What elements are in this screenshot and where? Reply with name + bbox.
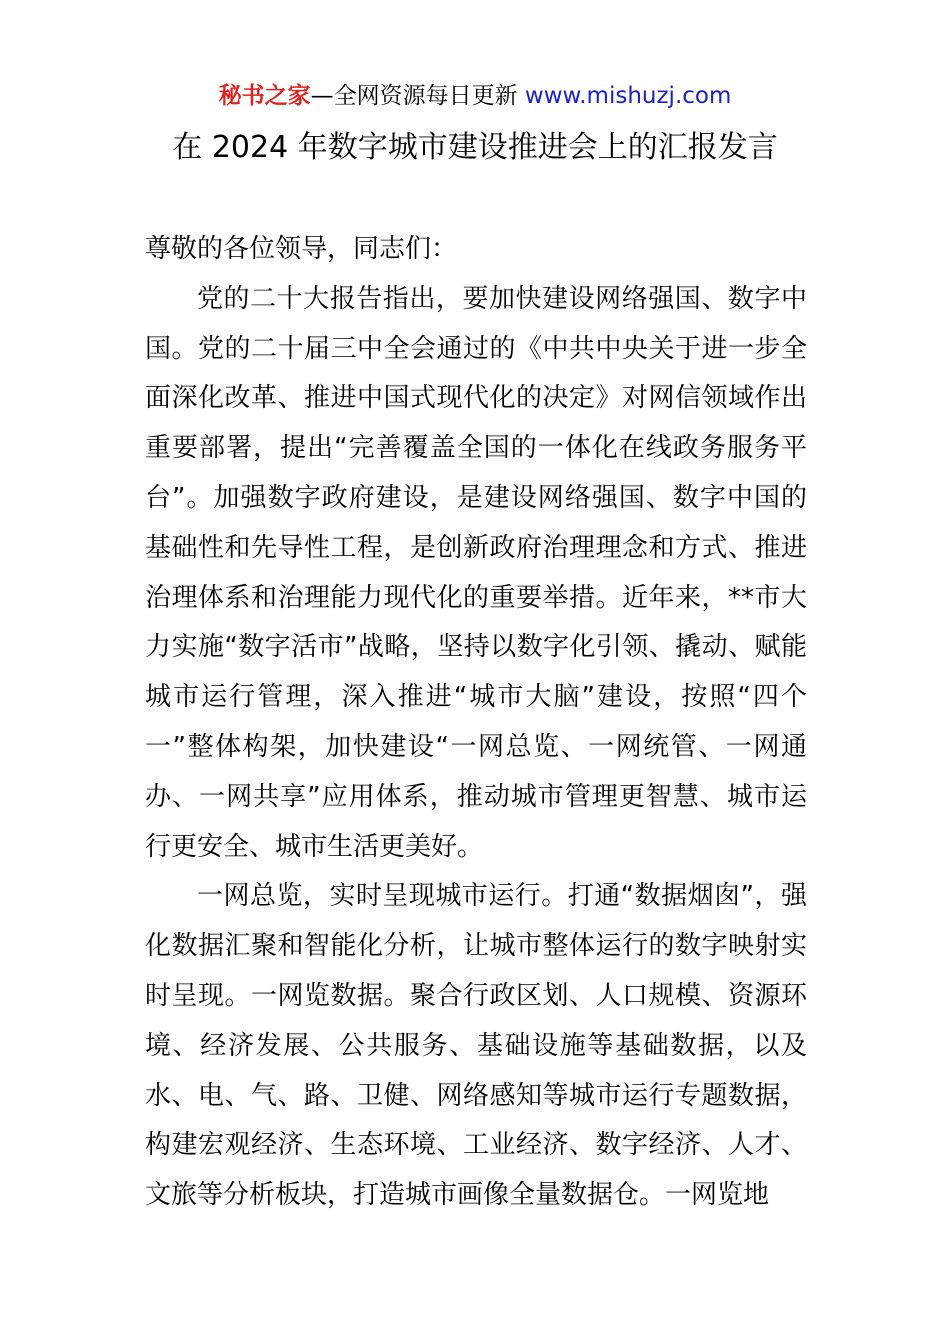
site-url-link[interactable]: www.mishuzj.com <box>524 83 732 109</box>
paragraph-2: 一网总览，实时呈现城市运行。打通“数据烟囱”，强化数据汇聚和智能化分析，让城市整体运行的数字映射实时呈现。一网览数据。聚合行政区划、人口规模、资源环境、经济发展、公共服务、基础设施等基础数据，以及水、电、气、路、卫健、网络感知等城市运行专题数据，构建宏观经济、生态环境、工业经济、数字经济、人才、文旅等分析板块，打造城市画像全量数据仓。一网览地 <box>145 881 807 1211</box>
paragraph-1: 党的二十大报告指出，要加快建设网络强国、数字中国。党的二十届三中全会通过的《中共中央关于进一步全面深化改革、推进中国式现代化的决定》对网信领域作出重要部署，提出“完善覆盖全国的一体化在线政务服务平台”。加强数字政府建设，是建设网络强国、数字中国的基础性和先导性工程，是创新政府治理理念和方式、推进治理体系和治理能力现代化的重要举措。近年来，**市大力实施“数字活市”战略，坚持以数字化引领、撬动、赋能城市运行管理，深入推进“城市大脑”建设，按照“四个一”整体构架，加快建设“一网总览、一网统管、一网通办、一网共享”应用体系，推动城市管理更智慧、城市运行更安全、城市生活更美好。 <box>145 283 807 862</box>
site-tagline: —全网资源每日更新 <box>310 83 525 109</box>
document-body <box>145 225 807 1221</box>
site-header <box>0 80 950 112</box>
document-title: 在 2024 年数字城市建设推进会上的汇报发言 <box>172 130 778 165</box>
salutation: 尊敬的各位领导，同志们： <box>145 234 458 264</box>
site-brand: 秘书之家 <box>218 83 311 109</box>
